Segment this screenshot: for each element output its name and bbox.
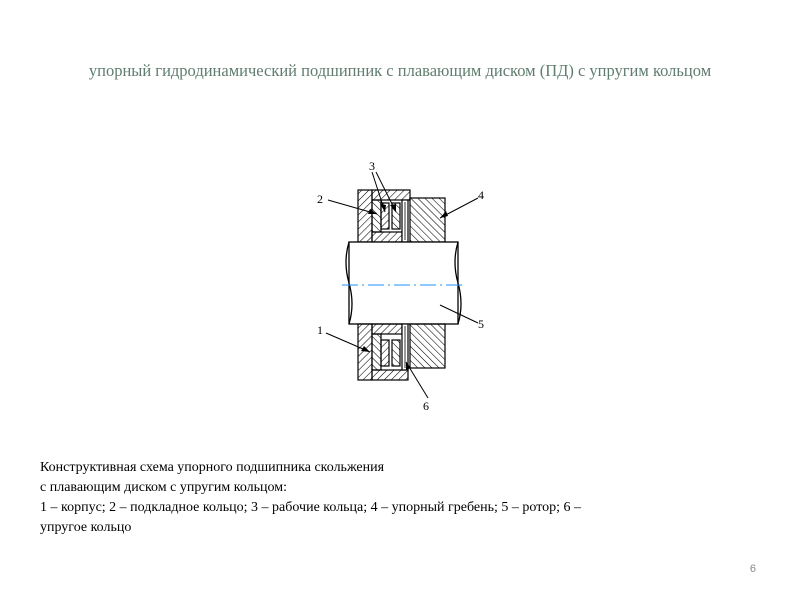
housing-bottom-base: [372, 324, 402, 334]
label-3: 3: [369, 159, 375, 173]
support-ring-top: [372, 200, 381, 232]
housing-top-base: [372, 232, 402, 242]
caption-line-3: 1 – корпус; 2 – подкладное кольцо; 3 – рабочие кольца; 4 – упорный гребень; 5 – ротор; 6 –: [40, 500, 582, 515]
thrust-collar-bottom: [410, 324, 445, 368]
support-ring-bottom: [372, 334, 381, 370]
working-ring-bottom-b: [392, 340, 400, 366]
figure-caption: [40, 458, 740, 538]
housing-top-cap: [372, 190, 410, 200]
rotor: [342, 242, 464, 324]
label-1: 1: [317, 323, 323, 337]
slide-number: 6: [749, 563, 756, 575]
label-5: 5: [478, 317, 484, 331]
caption-line-4: упругое кольцо: [40, 520, 132, 535]
working-ring-bottom-a: [381, 340, 389, 366]
housing-top: [358, 190, 372, 242]
bottom-bearing-half: [358, 324, 445, 380]
caption-line-1: Конструктивная схема упорного подшипника скольжения: [40, 460, 385, 475]
housing-bottom-cap: [372, 370, 408, 380]
caption-line-2: с плавающим диском с упругим кольцом:: [40, 480, 288, 495]
slide-title: упорный гидродинамический подшипник с плавающим диском (ПД) с упругим кольцом: [88, 61, 712, 80]
top-bearing-half: [358, 190, 445, 242]
label-4: 4: [478, 188, 484, 202]
label-2: 2: [317, 192, 323, 206]
label-6: 6: [423, 399, 429, 413]
thrust-collar-top: [410, 198, 445, 242]
